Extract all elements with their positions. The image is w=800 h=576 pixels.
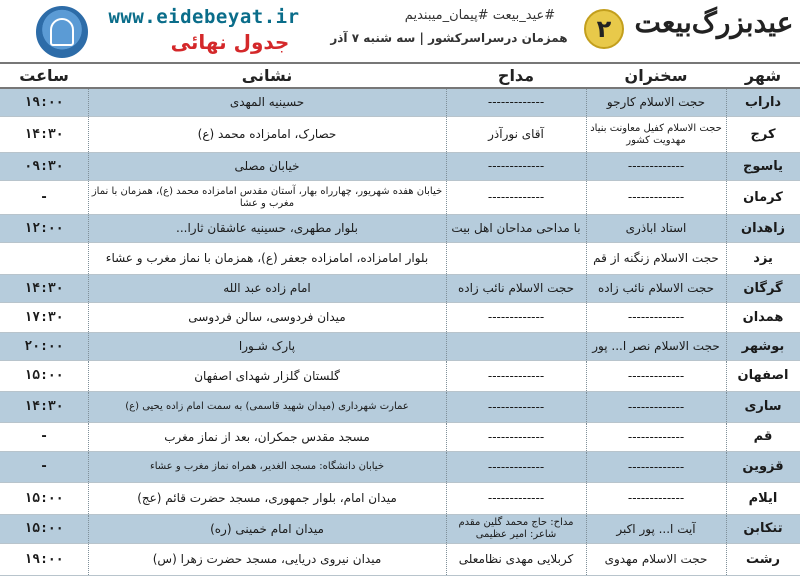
column-divider	[586, 452, 587, 482]
column-divider	[726, 361, 727, 391]
cell-time: ۱۲:۰۰	[24, 220, 64, 236]
cell-eulogist: -------------	[487, 491, 545, 506]
cell-time: ۱۵:۰۰	[24, 521, 64, 537]
column-divider	[726, 392, 727, 422]
table-row	[0, 544, 800, 576]
column-divider	[446, 423, 447, 451]
cell-address: بلوار مطهری، حسینیه عاشقان ثارا...	[176, 221, 358, 236]
column-divider	[446, 275, 447, 302]
column-divider	[586, 544, 587, 575]
final-schedule-label: جدول نهائی	[170, 30, 290, 54]
table-row	[0, 215, 800, 243]
cell-address: خیابان دانشگاه: مسجد الغدیر، همراه نماز مغرب و عشاء	[150, 461, 384, 472]
cell-speaker: -------------	[627, 310, 685, 325]
column-divider	[446, 544, 447, 575]
column-divider	[88, 117, 89, 152]
column-divider	[586, 275, 587, 302]
cell-speaker: آیت ا... پور اکبر	[616, 521, 696, 536]
cell-eulogist: -------------	[487, 368, 545, 383]
brand-title: عیدبزرگ‌بیعت	[634, 6, 794, 39]
cell-address: حسینیه المهدی	[229, 95, 305, 110]
column-divider	[446, 89, 447, 116]
cell-address: امام زاده عبد الله	[223, 281, 311, 296]
column-divider	[88, 515, 89, 543]
column-divider	[446, 215, 447, 242]
table-row	[0, 515, 800, 544]
cell-speaker: حجت الاسلام کفیل معاونت بنیاد مهدویت کشور	[590, 122, 722, 146]
cell-speaker: حجت الاسلام کارجو	[606, 95, 706, 110]
table-row	[0, 423, 800, 452]
cell-time: ۱۹:۰۰	[24, 551, 64, 567]
table-row	[0, 153, 800, 181]
cell-city: همدان	[742, 309, 784, 325]
column-divider	[446, 243, 447, 274]
cell-city: یاسوج	[742, 158, 784, 174]
cell-city: یزد	[753, 250, 773, 266]
column-divider	[726, 89, 727, 116]
column-divider	[586, 303, 587, 332]
table-header	[0, 62, 800, 89]
column-divider	[726, 515, 727, 543]
column-divider	[446, 303, 447, 332]
cell-city: تنکابن	[743, 521, 783, 537]
column-divider	[446, 361, 447, 391]
column-divider	[586, 361, 587, 391]
table-row	[0, 452, 800, 483]
cell-eulogist: -------------	[487, 399, 545, 414]
cell-city: قزوین	[742, 459, 784, 475]
cell-time: ۱۴:۳۰	[24, 399, 64, 415]
column-time: ساعت	[19, 66, 69, 85]
cell-time: -	[40, 459, 48, 475]
cell-speaker: -------------	[627, 368, 685, 383]
cell-eulogist: حجت الاسلام نائب زاده	[457, 281, 575, 296]
column-divider	[446, 153, 447, 180]
hashtags: #عید_بیعت #پیمان_میبندیم	[404, 8, 556, 23]
cell-time	[0, 243, 88, 274]
column-divider	[88, 452, 89, 482]
cell-city: اصفهان	[737, 368, 789, 384]
cell-city: کرمان	[743, 189, 783, 205]
cell-address: حصارک، امامزاده محمد (ع)	[197, 127, 337, 142]
column-divider	[88, 153, 89, 180]
column-divider	[586, 333, 587, 360]
cell-time: ۲۰:۰۰	[24, 338, 64, 354]
cell-time: ۱۴:۳۰	[24, 126, 64, 142]
table-row	[0, 89, 800, 117]
cell-time: ۱۵:۰۰	[24, 490, 64, 506]
cell-speaker: حجت الاسلام نائب زاده	[597, 281, 715, 296]
cell-eulogist: با مداحی مداحان اهل بیت	[451, 221, 581, 236]
emblem-logo	[36, 6, 88, 58]
column-divider	[726, 117, 727, 152]
cell-time: -	[40, 189, 48, 205]
cell-eulogist	[446, 333, 586, 360]
hand-icon	[50, 18, 74, 46]
column-divider	[726, 303, 727, 332]
column-divider	[586, 483, 587, 514]
column-divider	[726, 544, 727, 575]
column-divider	[726, 153, 727, 180]
cell-time: ۱۴:۳۰	[24, 280, 64, 296]
cell-eulogist: -------------	[487, 159, 545, 174]
cell-address: پارک شـورا	[238, 339, 296, 354]
column-eulogist: مداح	[497, 66, 535, 85]
header	[0, 0, 800, 62]
table-row	[0, 392, 800, 423]
table-row	[0, 181, 800, 215]
cell-speaker: -------------	[627, 429, 685, 444]
column-speaker: سخنران	[624, 66, 688, 85]
cell-address: خیابان هفده شهریور، چهارراه بهار، آستان مقدس امامزاده محمد (ع)، همزمان با نماز مغرب و عشا	[91, 185, 443, 209]
cell-city: داراب	[744, 94, 782, 110]
table-row	[0, 275, 800, 303]
number-badge: ۲	[584, 9, 624, 49]
cell-address: میدان امام خمینی (ره)	[210, 521, 324, 536]
column-divider	[586, 423, 587, 451]
cell-time: ۱۷:۳۰	[24, 309, 64, 325]
column-address: نشانی	[241, 66, 293, 85]
cell-city: گرگان	[743, 280, 783, 296]
cell-eulogist: -------------	[487, 429, 545, 444]
column-divider	[88, 215, 89, 242]
column-divider	[88, 243, 89, 274]
column-divider	[586, 181, 587, 214]
column-divider	[726, 275, 727, 302]
column-divider	[726, 181, 727, 214]
column-divider	[446, 452, 447, 482]
column-divider	[88, 392, 89, 422]
column-city: شهر	[744, 66, 782, 85]
cell-time: -	[40, 429, 48, 445]
cell-address: میدان فردوسی، سالن فردوسی	[188, 310, 346, 325]
column-divider	[726, 483, 727, 514]
cell-speaker: -------------	[627, 190, 685, 205]
column-divider	[726, 423, 727, 451]
column-divider	[446, 392, 447, 422]
cell-speaker: حجت الاسلام نصر ا... پور	[592, 339, 720, 354]
cell-eulogist: مداح: حاج محمد گلین مقدم شاعر: امیر عظیمی	[458, 517, 574, 540]
table-row	[0, 243, 800, 275]
table-row	[0, 303, 800, 333]
cell-city: کرج	[750, 126, 776, 142]
column-divider	[446, 333, 447, 360]
cell-eulogist: -------------	[487, 95, 545, 110]
cell-city: بوشهر	[741, 338, 785, 354]
column-divider	[586, 243, 587, 274]
column-divider	[586, 392, 587, 422]
column-divider	[446, 181, 447, 214]
column-divider	[586, 153, 587, 180]
cell-speaker: استاد اباذری	[625, 221, 687, 236]
column-divider	[88, 275, 89, 302]
column-divider	[446, 515, 447, 543]
cell-speaker: -------------	[627, 159, 685, 174]
column-divider	[88, 544, 89, 575]
column-divider	[726, 243, 727, 274]
cell-address: گلستان گلزار شهدای اصفهان	[194, 368, 340, 383]
cell-address: مسجد مقدس جمکران، بعد از نماز مغرب	[164, 429, 370, 444]
cell-time: ۰۹:۳۰	[24, 158, 64, 174]
table-row	[0, 333, 800, 361]
column-divider	[88, 483, 89, 514]
cell-address: خیابان مصلی	[234, 159, 300, 174]
column-divider	[88, 361, 89, 391]
cell-speaker: حجت الاسلام مهدوی	[604, 552, 708, 567]
column-divider	[586, 89, 587, 116]
cell-time: ۱۵:۰۰	[24, 368, 64, 384]
cell-eulogist: -------------	[487, 310, 545, 325]
cell-city: قم	[753, 429, 773, 445]
cell-eulogist: -------------	[487, 459, 545, 474]
table-row	[0, 483, 800, 515]
cell-speaker: -------------	[627, 459, 685, 474]
cell-eulogist	[446, 243, 586, 274]
column-divider	[586, 515, 587, 543]
column-divider	[726, 452, 727, 482]
column-divider	[586, 215, 587, 242]
cell-address: میدان امام، بلوار جمهوری، مسجد حضرت قائم (عج)	[137, 491, 397, 506]
cell-city: ساری	[744, 399, 782, 415]
table-row	[0, 361, 800, 392]
cell-city: زاهدان	[741, 220, 786, 236]
cell-eulogist: -------------	[487, 190, 545, 205]
column-divider	[446, 117, 447, 152]
column-divider	[446, 483, 447, 514]
site-url[interactable]: www.eidebeyat.ir	[108, 6, 300, 28]
cell-speaker: -------------	[627, 399, 685, 414]
cell-eulogist: آقای نورآذر	[488, 127, 544, 142]
cell-city: ایلام	[748, 490, 778, 506]
column-divider	[726, 333, 727, 360]
column-divider	[586, 117, 587, 152]
column-divider	[88, 181, 89, 214]
column-divider	[726, 215, 727, 242]
cell-time: ۱۹:۰۰	[24, 94, 64, 110]
cell-address: عمارت شهرداری (میدان شهید قاسمی) به سمت امام زاده یحیی (ع)	[125, 401, 409, 412]
column-divider	[88, 333, 89, 360]
cell-speaker: -------------	[627, 491, 685, 506]
column-divider	[88, 423, 89, 451]
column-divider	[88, 89, 89, 116]
cell-eulogist: کربلایی مهدی نظامعلی	[458, 552, 574, 567]
event-subtitle: همزمان درسراسرکشور | سه شنبه ۷ آذر	[330, 31, 568, 45]
cell-address: میدان نیروی دریایی، مسجد حضرت زهرا (س)	[152, 552, 382, 567]
cell-address: بلوار امامزاده، امامزاده جعفر (ع)، همزمان با نماز مغرب و عشاء	[105, 251, 429, 266]
column-divider	[88, 303, 89, 332]
table-row	[0, 117, 800, 153]
cell-speaker: حجت الاسلام زنگنه از قم	[593, 251, 719, 266]
cell-city: رشت	[745, 551, 781, 567]
